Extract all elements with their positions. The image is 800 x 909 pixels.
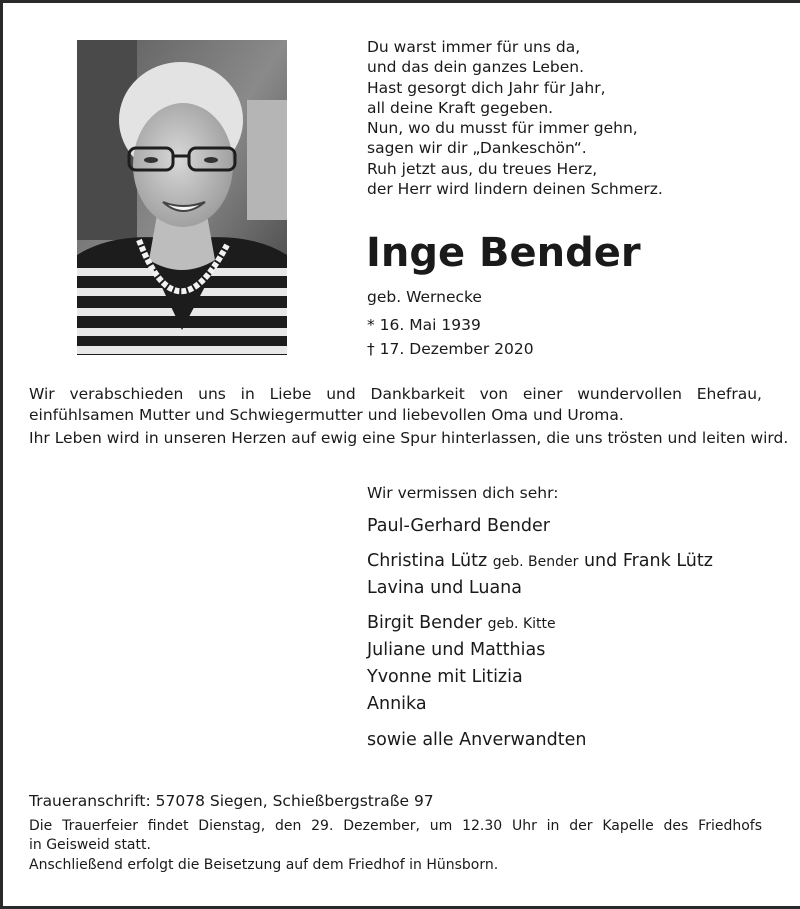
- poem-line: sagen wir dir „Dankeschön“.: [367, 139, 587, 158]
- mourner-nee: geb. Bender: [492, 554, 579, 570]
- mourner-nee: geb. Kitte: [487, 616, 556, 632]
- portrait-photo: [77, 40, 287, 355]
- mourning-address: Traueranschrift: 57078 Siegen, Schießbergstraße 97: [29, 792, 434, 810]
- poem: [367, 37, 767, 199]
- poem-line: und das dein ganzes Leben.: [367, 58, 585, 77]
- deceased-name: Inge Bender: [366, 230, 641, 276]
- legacy-text: Ihr Leben wird in unseren Herzen auf ewig eine Spur hinterlassen, die uns trösten und leiten wird.: [29, 429, 789, 447]
- funeral-service-text: [29, 817, 762, 855]
- mourner-name: Christina Lütz: [367, 551, 488, 571]
- farewell-line: Wir verabschieden uns in Liebe und Dankbarkeit von einer wundervollen Ehefrau,: [29, 385, 762, 403]
- farewell-text: [29, 384, 762, 426]
- mourner-line: Juliane und Matthias: [367, 640, 546, 660]
- farewell-line: einfühlsamen Mutter und Schwiegermutter und liebevollen Oma und Uroma.: [29, 406, 624, 424]
- maiden-name: geb. Wernecke: [367, 288, 482, 306]
- mourner-partner: und Frank Lütz: [583, 551, 713, 571]
- poem-line: all deine Kraft gegeben.: [367, 98, 554, 117]
- birth-date: * 16. Mai 1939: [367, 316, 481, 334]
- mourner-line: Yvonne mit Litizia: [367, 667, 523, 687]
- mourner-birgit: [367, 613, 556, 633]
- poem-line: der Herr wird lindern deinen Schmerz.: [367, 180, 663, 199]
- mourners-intro: Wir vermissen dich sehr:: [367, 484, 559, 502]
- service-line: Die Trauerfeier findet Dienstag, den 29. Dezember, um 12.30 Uhr in der Kapelle des Friedhofs: [29, 818, 762, 834]
- poem-line: Nun, wo du musst für immer gehn,: [367, 119, 638, 138]
- mourner-line: Annika: [367, 694, 427, 714]
- mourner-christina: [367, 551, 713, 571]
- service-line: in Geisweid statt.: [29, 837, 151, 853]
- poem-line: Hast gesorgt dich Jahr für Jahr,: [367, 78, 606, 97]
- death-date: † 17. Dezember 2020: [367, 340, 534, 358]
- poem-line: Ruh jetzt aus, du treues Herz,: [367, 159, 598, 178]
- mourner-relatives: sowie alle Anverwandten: [367, 730, 587, 750]
- mourner-grandchildren: Lavina und Luana: [367, 578, 522, 598]
- burial-text: Anschließend erfolgt die Beisetzung auf dem Friedhof in Hünsborn.: [29, 857, 499, 873]
- mourner-husband: Paul-Gerhard Bender: [367, 516, 550, 536]
- poem-line: Du warst immer für uns da,: [367, 38, 581, 56]
- mourner-name: Birgit Bender: [367, 613, 483, 633]
